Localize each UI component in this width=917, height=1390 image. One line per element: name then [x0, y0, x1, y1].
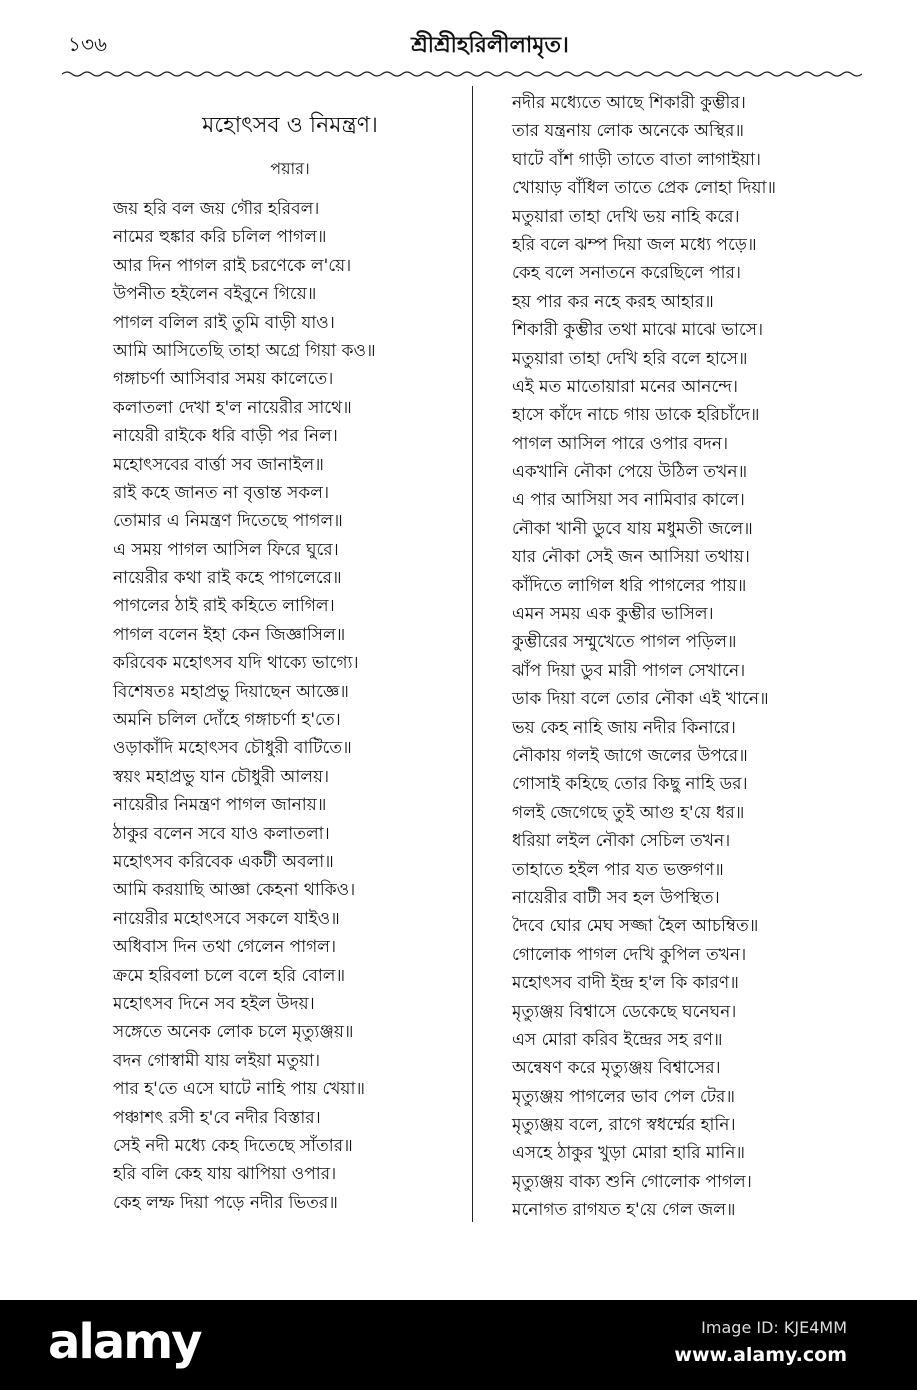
verse-line: ক্রমে হরিবলা চলে বলে হরি বোল॥ — [113, 965, 346, 986]
page-number: ১৩৬ — [68, 32, 107, 56]
verse-line: এস মোরা করিব ইন্দ্রের সহ রণ॥ — [512, 1029, 723, 1050]
verse-line: এমন সময় এক কুম্ভীর ভাসিল। — [512, 604, 714, 625]
verse-line: ঘাটে বাঁশ গাড়ী তাতে বাতা লাগাইয়া। — [512, 149, 761, 170]
site-url: www.alamy.com — [674, 1344, 847, 1366]
verse-line: তোমার এ নিমন্ত্রণ দিতেছে পাগল॥ — [113, 511, 343, 532]
verse-line: গোসাই কহিছে তোর কিছু নাহি ডর। — [512, 774, 748, 795]
verse-line: উপনীত হইলেন বইবুনে গিয়ে॥ — [113, 284, 317, 305]
verse-line: অন্বেষণ করে মৃত্যুঞ্জয় বিশ্বাসের। — [512, 1058, 721, 1079]
watermark-bar — [0, 1300, 917, 1390]
verse-line: বিশেষতঃ মহাপ্রভু দিয়াছেন আজ্ঞে॥ — [113, 681, 349, 702]
verse-line: নায়েরীর নিমন্ত্রণ পাগল জানায়॥ — [113, 795, 327, 816]
left-column — [113, 195, 376, 1217]
verse-line: পাগল বলেন ইহা কেন জিজ্ঞাসিল॥ — [113, 624, 346, 645]
verse-line: নায়েরীর বাটী সব হল উপস্থিত। — [512, 887, 720, 908]
right-column — [512, 89, 776, 1225]
verse-line: নদীর মধ্যেতে আছে শিকারী কুম্ভীর। — [512, 93, 746, 113]
column-divider — [472, 86, 473, 1222]
verse-line: নায়েরীর মহোৎসবে সকলে যাইও॥ — [113, 908, 340, 929]
verse-line: পাগলের ঠাই রাই কহিতে লাগিল। — [113, 596, 335, 617]
verse-line: ভয় কেহ নাহি জায় নদীর কিনারে। — [512, 717, 736, 738]
verse-line: পাগল বলিল রাই তুমি বাড়ী যাও। — [113, 312, 335, 333]
verse-line: নায়েরী রাইকে ধরি বাড়ী পর নিল। — [113, 426, 338, 447]
verse-line: ধরিয়া লইল নৌকা সেচিল তখন। — [512, 831, 731, 852]
verse-line: আমি আসিতেছি তাহা অগ্রে গিয়া কও॥ — [113, 340, 376, 361]
verse-line: কেহ বলে সনাতনে করেছিলে পার। — [512, 263, 741, 284]
verse-line: কুম্ভীরের সম্মুখেতে পাগল পড়িল॥ — [512, 632, 737, 653]
verse-line: পঞ্চাশৎ রসী হ'বে নদীর বিস্তার। — [113, 1107, 321, 1128]
verse-line: মৃত্যুঞ্জয় পাগলের ভাব পেল টের॥ — [512, 1086, 736, 1107]
verse-line: মনোগত রাগযত হ'য়ে গেল জল॥ — [512, 1200, 736, 1221]
verse-line: আর দিন পাগল রাই চরণেকে ল'য়ে। — [113, 255, 352, 276]
verse-line: ঝাঁপ দিয়া ডুব মারী পাগল সেখানে। — [512, 660, 746, 681]
wavy-rule — [62, 68, 862, 80]
verse-line: একখানি নৌকা পেয়ে উঠিল তখন॥ — [512, 462, 748, 483]
verse-line: দৈবে ঘোর মেঘ সজ্জা হৈল আচম্বিত॥ — [512, 916, 759, 937]
verse-line: মৃত্যুঞ্জয় বলে, রাগে স্বধর্ম্মের হানি। — [512, 1115, 736, 1136]
running-title: শ্রীশ্রীহরিলীলামৃত। — [411, 32, 569, 58]
verse-line: হরি বলি কেহ যায় ঝাপিয়া ওপার। — [113, 1164, 337, 1185]
verse-line: কলাতলা দেখা হ'ল নায়েরীর সাথে॥ — [113, 397, 352, 418]
verse-line: নায়েরীর কথা রাই কহে পাগলেরে॥ — [113, 568, 342, 589]
verse-line: এ সময় পাগল আসিল ফিরে ঘুরে। — [113, 539, 339, 560]
verse-line: পার হ'তে এসে ঘাটে নাহি পায় খেয়া॥ — [113, 1079, 365, 1100]
verse-line: খোয়াড় বাঁধিল তাতে প্রেক লোহা দিয়া॥ — [512, 178, 777, 199]
verse-line: শিকারী কুম্ভীর তথা মাঝে মাঝে ভাসে। — [512, 320, 764, 341]
verse-line: নৌকায় গলই জাগে জলের উপরে॥ — [512, 745, 748, 766]
verse-line: তার যন্ত্রনায় লোক অনেকে অস্থির॥ — [512, 121, 744, 142]
verse-line: আমি করয়াছি আজ্ঞা কেহনা থাকিও। — [113, 880, 356, 901]
verse-line: তাহাতে হইল পার যত ভক্তগণ॥ — [512, 859, 724, 880]
verse-line: জয় হরি বল জয় গৌর হরিবল। — [113, 199, 320, 219]
alamy-logo: alamy — [48, 1314, 201, 1370]
verse-line: সঙ্গেতে অনেক লোক চলে মৃত্যুঞ্জয়॥ — [113, 1022, 354, 1043]
verse-line: মহোৎসব করিবেক একটী অবলা॥ — [113, 851, 334, 872]
verse-line: গলই জেগেছে তুই আগু হ'য়ে ধর॥ — [512, 802, 745, 823]
verse-line: মতুয়ারা তাহা দেখি হরি বলে হাসে॥ — [512, 348, 748, 369]
verse-line: হাসে কাঁদে নাচে গায় ডাকে হরিচাঁদে॥ — [512, 405, 760, 426]
verse-line: ওড়াকাঁদি মহোৎসব চৌধুরী বাটিতে॥ — [113, 738, 352, 759]
verse-line: নৌকা খানী ডুবে যায় মধুমতী জলে॥ — [512, 518, 753, 539]
meter-label: পয়ার। — [270, 159, 310, 178]
verse-line: এই মত মাতোয়ারা মনের আনন্দে। — [512, 376, 738, 397]
verse-line: স্বয়ং মহাপ্রভু যান চৌধুরী আলয়। — [113, 766, 330, 787]
verse-line: অমনি চলিল দোঁহে গঙ্গাচর্ণা হ'তে। — [113, 710, 341, 731]
verse-line: হরি বলে ঝম্প দিয়া জল মধ্যে পড়ে॥ — [512, 234, 757, 255]
verse-line: গঙ্গাচর্ণা আসিবার সময় কালেতে। — [113, 369, 334, 390]
verse-line: নামের হুঙ্কার করি চলিল পাগল॥ — [113, 227, 327, 248]
verse-line: বদন গোস্বামী যায় লইয়া মতুয়া। — [113, 1050, 321, 1071]
image-id: Image ID: KJE4MM — [701, 1318, 847, 1337]
verse-line: এসহে ঠাকুর খুড়া মোরা হারি মানি॥ — [512, 1143, 746, 1164]
verse-line: মহোৎসব দিনে সব হইল উদয়। — [113, 993, 315, 1014]
verse-line: এ পার আসিয়া সব নামিবার কালে। — [512, 490, 745, 511]
verse-line: মহোৎসবের বার্ত্তা সব জানাইল॥ — [113, 454, 324, 475]
verse-line: রাই কহে জানত না বৃত্তান্ত সকল। — [113, 482, 330, 503]
verse-line: কেহ লম্ফ দিয়া পড়ে নদীর ভিতর॥ — [113, 1192, 338, 1213]
verse-line: মহোৎসব বাদী ইন্দ্র হ'ল কি কারণ॥ — [512, 973, 739, 994]
verse-line: মৃত্যুঞ্জয় বিশ্বাসে ডেকেছে ঘনেঘন। — [512, 1001, 737, 1022]
verse-line: গোলোক পাগল দেখি কুপিল তখন। — [512, 944, 747, 965]
verse-line: ঠাকুর বলেন সবে যাও কলাতলা। — [113, 823, 330, 844]
verse-line: সেই নদী মধ্যে কেহ দিতেছে সাঁতার॥ — [113, 1135, 353, 1156]
verse-line: পাগল আসিল পারে ওপার বদন। — [512, 433, 729, 454]
verse-line: কাঁদিতে লাগিল ধরি পাগলের পায়॥ — [512, 575, 747, 596]
verse-line: ডাক দিয়া বলে তোর নৌকা এই খানে॥ — [512, 689, 769, 710]
verse-line: মতুয়ারা তাহা দেখি ভয় নাহি করে। — [512, 206, 740, 227]
verse-line: মৃত্যুঞ্জয় বাক্য শুনি গোলোক পাগল। — [512, 1171, 752, 1192]
verse-line: অধিবাস দিন তথা গেলেন পাগল। — [113, 937, 337, 958]
section-title: মহোৎসব ও নিমন্ত্রণ। — [202, 113, 378, 138]
verse-line: যার নৌকা সেই জন আসিয়া তথায়। — [512, 547, 750, 568]
verse-line: করিবেক মহোৎসব যদি থাক্যে ভাগ্যে। — [113, 653, 359, 674]
verse-line: হয় পার কর নহে করহ আহার॥ — [512, 291, 714, 312]
